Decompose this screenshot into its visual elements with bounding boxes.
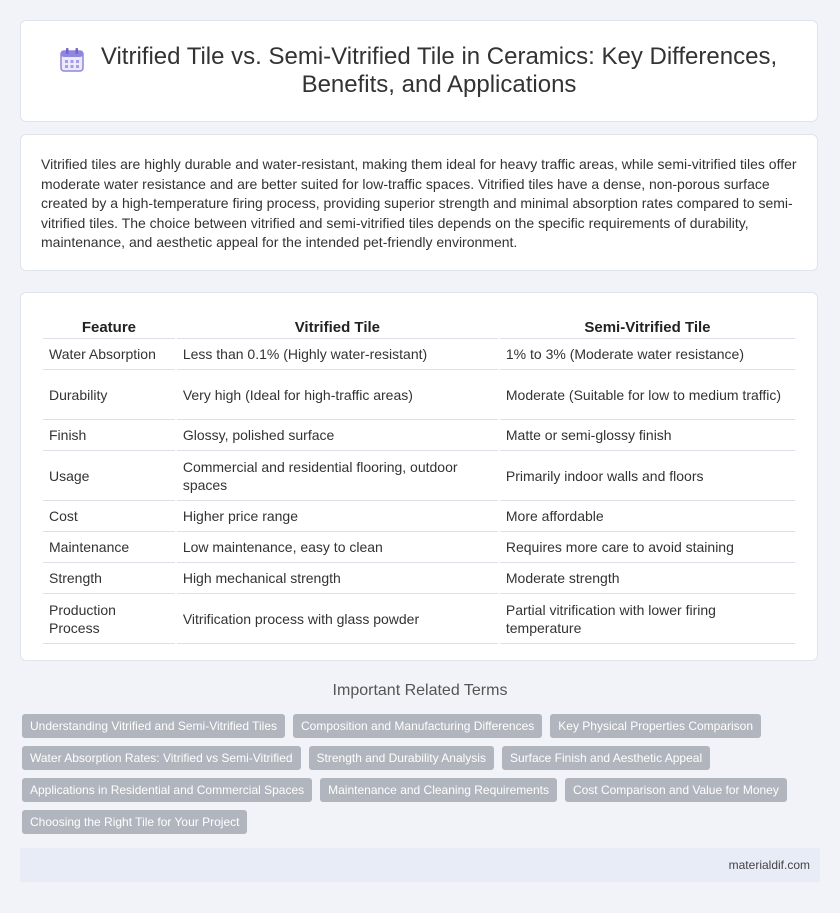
semi-vitrified-cell: Matte or semi-glossy finish: [500, 420, 795, 451]
table-row: [43, 370, 795, 420]
vitrified-cell: High mechanical strength: [177, 563, 498, 594]
table-row: [43, 594, 795, 644]
table-row: [43, 339, 795, 370]
table-header-row: [43, 313, 795, 339]
related-term-tag[interactable]: Composition and Manufacturing Differences: [293, 714, 542, 738]
feature-cell: Cost: [43, 501, 175, 532]
comparison-table: [41, 313, 797, 644]
semi-vitrified-cell: Partial vitrification with lower firing temperature: [500, 594, 795, 644]
header-semi-vitrified: Semi-Vitrified Tile: [500, 313, 795, 339]
related-term-tag[interactable]: Cost Comparison and Value for Money: [565, 778, 787, 802]
vitrified-cell: Higher price range: [177, 501, 498, 532]
related-terms-tags: [22, 714, 802, 842]
vitrified-cell: Low maintenance, easy to clean: [177, 532, 498, 563]
vitrified-cell: Very high (Ideal for high-traffic areas): [177, 370, 498, 420]
table-row: [43, 501, 795, 532]
feature-cell: Durability: [43, 370, 175, 420]
comparison-table-card: [20, 292, 818, 661]
vitrified-cell: Glossy, polished surface: [177, 420, 498, 451]
semi-vitrified-cell: 1% to 3% (Moderate water resistance): [500, 339, 795, 370]
feature-cell: Strength: [43, 563, 175, 594]
table-row: [43, 451, 795, 501]
intro-card: [20, 134, 818, 271]
related-term-tag[interactable]: Key Physical Properties Comparison: [550, 714, 761, 738]
related-terms-heading: Important Related Terms: [332, 682, 508, 699]
semi-vitrified-cell: Requires more care to avoid staining: [500, 532, 795, 563]
related-term-tag[interactable]: Applications in Residential and Commercial Spaces: [22, 778, 312, 802]
header-feature: Feature: [43, 313, 175, 339]
table-row: [43, 563, 795, 594]
related-term-tag[interactable]: Strength and Durability Analysis: [309, 746, 494, 770]
intro-paragraph: Vitrified tiles are highly durable and water-resistant, making them ideal for heavy traffic areas, while semi-vitrified tiles offer moderate water resistance and are better suited for low-traffic spaces. Vitrified tiles have a dense, non-porous surface created by a high-temperature firing process, providing superior strength and minimal absorption rates compared to semi-vitrified tiles. The choice between vitrified and semi-vitrified tiles depends on the specific requirements of durability, maintenance, and aesthetic appeal for the intended pet-friendly environment.: [41, 156, 797, 250]
semi-vitrified-cell: Primarily indoor walls and floors: [500, 451, 795, 501]
calendar-grid-icon: [59, 47, 85, 73]
footer-bar: [20, 848, 820, 882]
feature-cell: Finish: [43, 420, 175, 451]
footer-site-link[interactable]: materialdif.com: [728, 858, 810, 872]
semi-vitrified-cell: Moderate (Suitable for low to medium traffic): [500, 370, 795, 420]
header-card: [20, 20, 818, 122]
vitrified-cell: Less than 0.1% (Highly water-resistant): [177, 339, 498, 370]
semi-vitrified-cell: Moderate strength: [500, 563, 795, 594]
feature-cell: Maintenance: [43, 532, 175, 563]
feature-cell: Usage: [43, 451, 175, 501]
semi-vitrified-cell: More affordable: [500, 501, 795, 532]
related-term-tag[interactable]: Surface Finish and Aesthetic Appeal: [502, 746, 710, 770]
table-row: [43, 420, 795, 451]
page-title: Vitrified Tile vs. Semi-Vitrified Tile in Ceramics: Key Differences, Benefits, and Applications: [100, 43, 778, 98]
vitrified-cell: Commercial and residential flooring, outdoor spaces: [177, 451, 498, 501]
related-term-tag[interactable]: Maintenance and Cleaning Requirements: [320, 778, 557, 802]
feature-cell: Production Process: [43, 594, 175, 644]
related-term-tag[interactable]: Choosing the Right Tile for Your Project: [22, 810, 247, 834]
related-term-tag[interactable]: Water Absorption Rates: Vitrified vs Semi-Vitrified: [22, 746, 301, 770]
header-vitrified: Vitrified Tile: [177, 313, 498, 339]
table-row: [43, 532, 795, 563]
vitrified-cell: Vitrification process with glass powder: [177, 594, 498, 644]
feature-cell: Water Absorption: [43, 339, 175, 370]
related-term-tag[interactable]: Understanding Vitrified and Semi-Vitrified Tiles: [22, 714, 285, 738]
